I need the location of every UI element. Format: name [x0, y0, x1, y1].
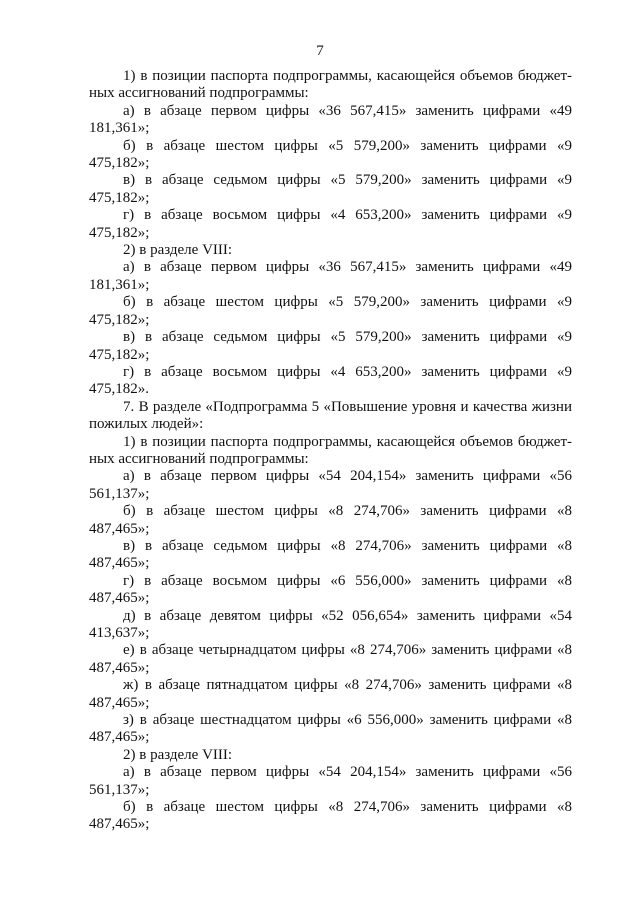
- paragraph-7-1d: д) в абзаце девятом цифры «52 056,654» заменить цифрами «54 413,637»;: [89, 607, 572, 641]
- paragraph-1: 1) в позиции паспорта подпрограммы, касающейся объемов бюджет-ных ассигнований подпрограммы:: [89, 68, 572, 102]
- paragraph-7-1zh: ж) в абзаце пятнадцатом цифры «8 274,706» заменить цифрами «8 487,465»;: [89, 677, 572, 711]
- paragraph-2g: г) в абзаце восьмом цифры «4 653,200» заменить цифрами «9 475,182».: [89, 363, 572, 398]
- paragraph-1b: б) в абзаце шестом цифры «5 579,200» заменить цифрами «9 475,182»;: [89, 137, 572, 172]
- page-number: 7: [316, 43, 324, 59]
- paragraph-7-1b: б) в абзаце шестом цифры «8 274,706» заменить цифрами «8 487,465»;: [89, 503, 572, 537]
- paragraph-1a: а) в абзаце первом цифры «36 567,415» заменить цифрами «49 181,361»;: [89, 102, 572, 137]
- paragraph-7-1v: в) в абзаце седьмом цифры «8 274,706» заменить цифрами «8 487,465»;: [89, 537, 572, 572]
- paragraph-7-1a: а) в абзаце первом цифры «54 204,154» заменить цифрами «56 561,137»;: [89, 468, 572, 502]
- paragraph-7-1: 1) в позиции паспорта подпрограммы, касающейся объемов бюджет-ных ассигнований подпрограммы:: [89, 433, 572, 467]
- paragraph-7-1e: е) в абзаце четырнадцатом цифры «8 274,706» заменить цифрами «8 487,465»;: [89, 642, 572, 676]
- paragraph-7-1g: г) в абзаце восьмом цифры «6 556,000» заменить цифрами «8 487,465»;: [89, 572, 572, 607]
- paragraph-7-1z: з) в абзаце шестнадцатом цифры «6 556,000» заменить цифрами «8 487,465»;: [89, 712, 572, 746]
- paragraph-1g: г) в абзаце восьмом цифры «4 653,200» заменить цифрами «9 475,182»;: [89, 207, 572, 241]
- paragraph-2b: б) в абзаце шестом цифры «5 579,200» заменить цифрами «9 475,182»;: [89, 294, 572, 328]
- paragraph-7-2: 2) в разделе VIII:: [123, 746, 233, 763]
- paragraph-7-2a: а) в абзаце первом цифры «54 204,154» заменить цифрами «56 561,137»;: [89, 764, 572, 798]
- paragraph-2a: а) в абзаце первом цифры «36 567,415» заменить цифрами «49 181,361»;: [89, 259, 572, 293]
- paragraph-2: 2) в разделе VIII:: [123, 242, 233, 259]
- document-body: [89, 68, 572, 834]
- paragraph-7-2b: б) в абзаце шестом цифры «8 274,706» заменить цифрами «8 487,465»;: [89, 799, 572, 833]
- paragraph-section-7: 7. В разделе «Подпрограмма 5 «Повышение уровня и качества жизни пожилых людей»:: [89, 398, 572, 433]
- paragraph-1v: в) в абзаце седьмом цифры «5 579,200» заменить цифрами «9 475,182»;: [89, 172, 572, 206]
- paragraph-2v: в) в абзаце седьмом цифры «5 579,200» заменить цифрами «9 475,182»;: [89, 329, 572, 363]
